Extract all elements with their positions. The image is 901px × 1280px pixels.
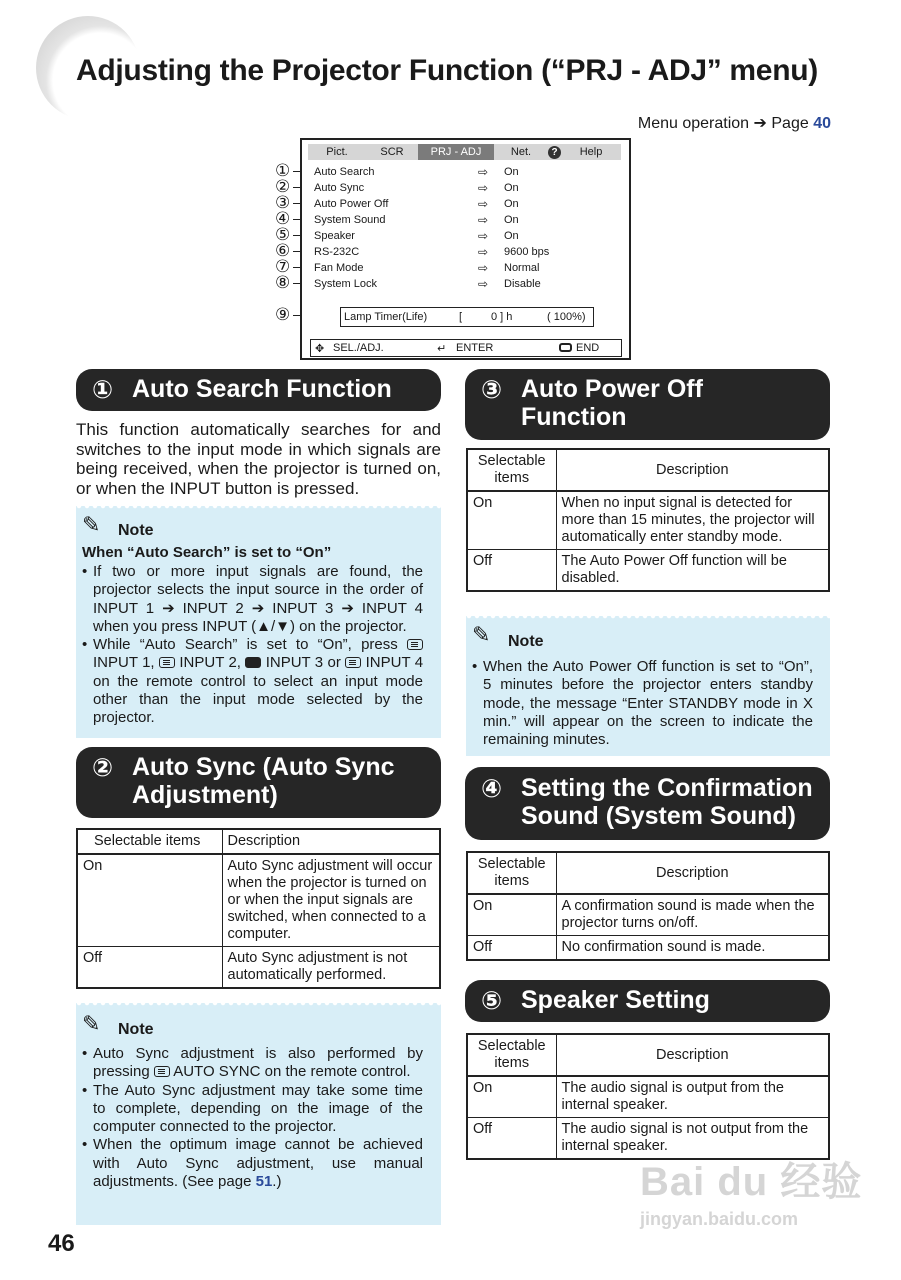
note-bullet: • When the Auto Power Off function is set to “On”, 5 minutes before the projector enters standby mode, the message “Enter STANDBY mode in X min.” will appear on the screen to indicate the remaining minutes. (472, 658, 813, 749)
help-icon: ? (548, 146, 561, 159)
arrow-right-icon: ⇨ (478, 277, 489, 291)
table-header: Description (556, 1034, 829, 1076)
section-title-line1: Setting the Confirmation (521, 774, 813, 802)
table-cell-desc: A confirmation sound is made when the projector turns on/off. (556, 894, 829, 936)
table-cell-item: Off (467, 550, 556, 592)
menu-tab-bar (308, 144, 621, 160)
footer-select-label: SEL./ADJ. (333, 342, 384, 354)
system-sound-table (466, 851, 830, 961)
table-row (77, 947, 440, 989)
menu-row-label: Fan Mode (314, 262, 364, 274)
table-cell-desc: Auto Sync adjustment is not automatically performed. (222, 947, 440, 989)
page-link[interactable]: 51 (255, 1173, 273, 1191)
section-title-line2: Sound (System Sound) (521, 802, 796, 830)
lamp-timer-percent: ( 100%) (547, 311, 586, 323)
input-button-icon (345, 657, 361, 668)
note-bullet: • If two or more input signals are found, the projector selects the input source in the order of INPUT 1 ➔ INPUT 2 ➔ INPUT 3 ➔ INPUT 4 when you press INPUT (▲/▼) on the projector. (82, 563, 423, 636)
section-header-auto-sync (76, 747, 441, 818)
lamp-timer-label: Lamp Timer(Life) (344, 311, 428, 323)
note-heading: Note (118, 1021, 154, 1038)
table-cell-item: On (77, 854, 222, 947)
section-header-auto-power-off (465, 369, 830, 440)
menu-operation-page-link[interactable]: 40 (813, 115, 831, 132)
menu-row-value: On (504, 166, 519, 178)
table-cell-desc: The audio signal is not output from the internal speaker. (556, 1118, 829, 1160)
watermark-logo: Bai du 经验 (640, 1160, 863, 1204)
note-bullet: • When the optimum image cannot be achieved with Auto Sync adjustment, use manual adjustments. (See page 51.) (82, 1136, 423, 1191)
footer-enter-label: ENTER (456, 342, 494, 354)
menu-row-auto-search[interactable] (302, 164, 633, 180)
note-subheading: When “Auto Search” is set to “On” (82, 544, 332, 561)
note-heading: Note (118, 522, 154, 539)
pencil-icon: ✎ (82, 1011, 101, 1036)
table-header: Selectable items (467, 852, 556, 894)
menu-row-value: On (504, 198, 519, 210)
menu-row-label: Auto Power Off (314, 198, 389, 210)
callout-number: ⑧ (275, 273, 291, 292)
table-cell-item: Off (467, 1118, 556, 1160)
menu-row-value: On (504, 182, 519, 194)
pencil-icon: ✎ (82, 512, 101, 537)
table-cell-desc: The Auto Power Off function will be disabled. (556, 550, 829, 592)
auto-power-off-table (466, 448, 830, 592)
prj-adj-menu-screen (300, 138, 631, 360)
table-header: Selectable items (467, 1034, 556, 1076)
watermark-url: jingyan.baidu.com (640, 1209, 799, 1229)
section-title: Speaker Setting (521, 986, 710, 1014)
callout-number: ③ (275, 193, 291, 212)
tab-net[interactable]: Net. (510, 146, 532, 158)
table-header: Selectable items (467, 449, 556, 491)
note-box-auto-power-off (466, 616, 830, 756)
table-cell-item: Off (77, 947, 222, 989)
callout-number: ④ (275, 209, 291, 228)
section-title-line2: Adjustment) (132, 781, 278, 809)
menu-row-rs232c[interactable] (302, 244, 633, 260)
note-box-auto-sync (76, 1003, 441, 1225)
section-header-speaker (465, 980, 830, 1022)
input-button-icon (159, 657, 175, 668)
auto-search-description: This function automatically searches for and switches to the input mode in which signals are being received, when the projector is turned on, or when the INPUT button is pressed. (76, 420, 441, 498)
arrow-right-icon: ⇨ (478, 261, 489, 275)
table-row (467, 1076, 829, 1118)
section-number: ⑤ (481, 987, 503, 1015)
tab-pict[interactable]: Pict. (326, 146, 348, 158)
arrow-right-icon: ⇨ (478, 229, 489, 243)
page-title: Adjusting the Projector Function (“PRJ - ADJ” menu) (76, 54, 818, 87)
menu-operation-ref (638, 113, 831, 133)
table-header: Description (556, 449, 829, 491)
table-row (467, 550, 829, 592)
table-cell-desc: No confirmation sound is made. (556, 936, 829, 961)
section-title-line1: Auto Sync (Auto Sync (132, 753, 395, 781)
section-number: ④ (481, 775, 503, 803)
menu-operation-text: Menu operation ➔ Page (637, 115, 809, 132)
menu-row-label: Speaker (314, 230, 355, 242)
callout-number: ⑦ (275, 257, 291, 276)
section-title: Auto Search Function (132, 375, 392, 403)
note-heading: Note (508, 633, 544, 650)
menu-row-label: Auto Search (314, 166, 375, 178)
menu-row-auto-sync[interactable] (302, 180, 633, 196)
arrow-right-icon: ⇨ (478, 213, 489, 227)
menu-row-value: Normal (504, 262, 540, 274)
footer-end-label: END (576, 342, 600, 354)
table-row (77, 854, 440, 947)
table-cell-item: On (467, 1076, 556, 1118)
speaker-table (466, 1033, 830, 1160)
note-box-auto-search (76, 506, 441, 738)
table-row (467, 894, 829, 936)
input-button-icon (245, 657, 261, 668)
arrow-right-icon: ⇨ (478, 165, 489, 179)
table-cell-desc: When no input signal is detected for more than 15 minutes, the projector will automatically enter standby mode. (556, 491, 829, 550)
section-title-line1: Auto Power Off (521, 375, 703, 403)
lamp-timer-box (340, 307, 594, 327)
menu-footer (310, 339, 622, 357)
enter-icon: ↵ (437, 343, 447, 355)
note-bullets (472, 658, 813, 749)
callout-number: ① (275, 161, 291, 180)
auto-sync-button-icon (154, 1066, 170, 1077)
menu-row-label: System Sound (314, 214, 386, 226)
menu-row-value: Disable (504, 278, 541, 290)
table-header: Selectable items (77, 829, 222, 854)
section-number: ① (92, 376, 114, 404)
arrow-right-icon: ⇨ (478, 197, 489, 211)
table-row (467, 936, 829, 961)
page-number: 46 (48, 1230, 75, 1257)
menu-row-label: Auto Sync (314, 182, 365, 194)
note-bullets (82, 1045, 423, 1191)
menu-row-value: On (504, 230, 519, 242)
pencil-icon: ✎ (472, 622, 491, 647)
section-number: ③ (481, 376, 503, 404)
menu-row-label: System Lock (314, 278, 377, 290)
callout-number: ⑨ (275, 305, 291, 324)
arrow-right-icon: ⇨ (478, 245, 489, 259)
watermark (640, 1150, 862, 1230)
menu-row-value: 9600 bps (504, 246, 550, 258)
menu-row-auto-power-off[interactable] (302, 196, 633, 212)
dpad-icon: ✥ (315, 343, 325, 355)
table-cell-item: On (467, 491, 556, 550)
note-bullet: • Auto Sync adjustment is also performed by pressing AUTO SYNC on the remote control. (82, 1045, 423, 1082)
lamp-timer-hours: 0 ] h (491, 311, 513, 323)
end-icon (559, 343, 572, 352)
note-bullet: • While “Auto Search” is set to “On”, press INPUT 1, INPUT 2, INPUT 3 or INPUT 4 on the remote control to select an input mode other than the input mode selected by the projector. (82, 636, 423, 727)
auto-sync-table (76, 828, 441, 989)
callout-number: ⑥ (275, 241, 291, 260)
table-cell-desc: Auto Sync adjustment will occur when the projector is turned on or when the input signals are switched, when connected to a computer. (222, 854, 440, 947)
arrow-right-icon: ⇨ (478, 181, 489, 195)
note-bullet: • The Auto Sync adjustment may take some time to complete, depending on the image of the computer connected to the projector. (82, 1082, 423, 1137)
callout-number: ⑤ (275, 225, 291, 244)
input-button-icon (407, 639, 423, 650)
section-number: ② (92, 754, 114, 782)
section-header-auto-search (76, 369, 441, 411)
menu-row-fan-mode[interactable] (302, 260, 633, 276)
menu-row-speaker[interactable] (302, 228, 633, 244)
table-row (467, 491, 829, 550)
tab-scr[interactable]: SCR (380, 146, 404, 158)
tab-help[interactable]: Help (579, 146, 603, 158)
menu-row-system-sound[interactable] (302, 212, 633, 228)
section-header-system-sound (465, 767, 830, 840)
menu-row-system-lock[interactable] (302, 276, 633, 292)
menu-row-value: On (504, 214, 519, 226)
note-bullets (82, 563, 423, 728)
lamp-timer-bracket: [ (459, 311, 463, 323)
tab-prj-adj[interactable]: PRJ - ADJ (418, 144, 494, 160)
table-header: Description (556, 852, 829, 894)
menu-row-label: RS-232C (314, 246, 360, 258)
section-title-line2: Function (521, 403, 627, 431)
callout-number: ② (275, 177, 291, 196)
table-cell-desc: The audio signal is output from the internal speaker. (556, 1076, 829, 1118)
table-cell-item: On (467, 894, 556, 936)
table-header: Description (222, 829, 440, 854)
table-cell-item: Off (467, 936, 556, 961)
